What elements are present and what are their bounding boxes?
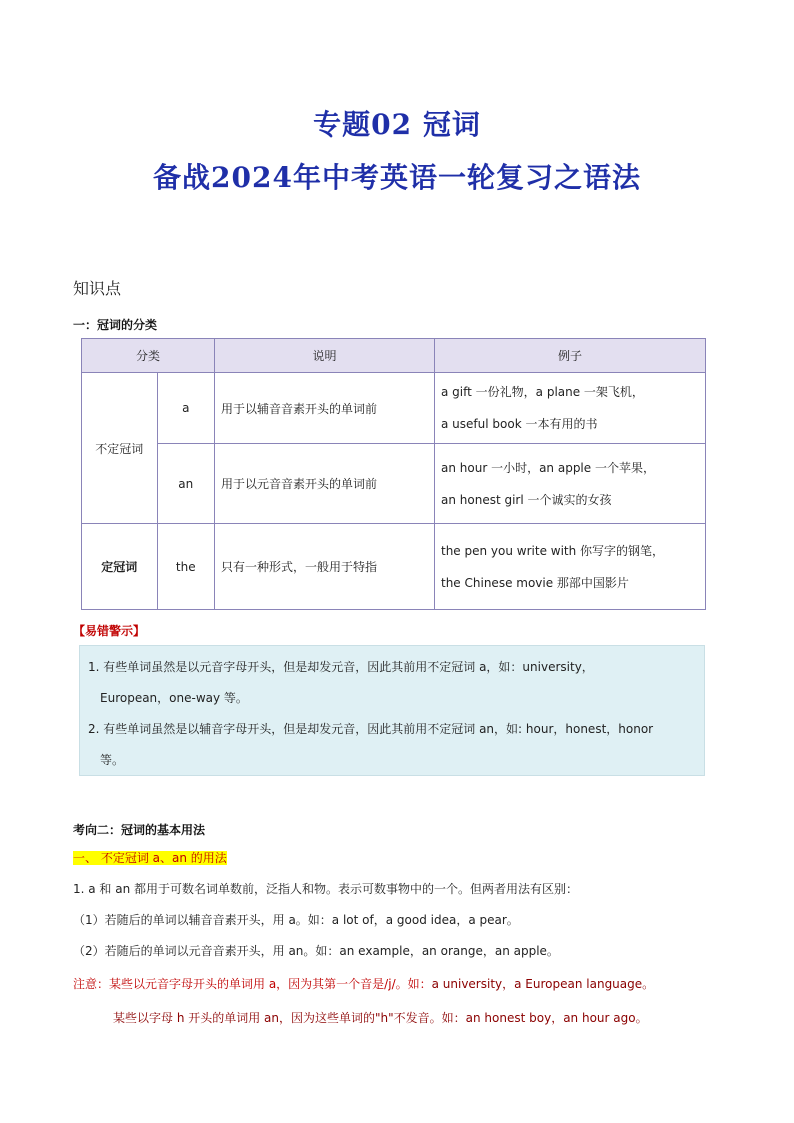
example-line: the pen you write with 你写字的钢笔， — [441, 543, 665, 558]
warning-line: 等。 — [100, 753, 125, 767]
note-label: 注意： — [73, 977, 110, 991]
indefinite-article-label: 不定冠词 — [82, 373, 158, 524]
note-text: 某些以元音字母开头的单词用 a，因为其第一个音是/j/。如： — [109, 977, 432, 991]
body-line: 1. a 和 an 都用于可数名词单数前，泛指人和物。表示可数事物中的一个。但两者用法有区别： — [73, 882, 579, 896]
examples-cell — [435, 524, 706, 610]
sub-heading-prefix: 一、 — [73, 851, 101, 865]
warning-line: 2. 有些单词虽然是以辅音字母开头，但是却发元音，因此其前用不定冠词 an，如: hour，honest，honor — [88, 722, 654, 736]
article-cell: an — [157, 444, 214, 524]
note-line — [113, 1009, 648, 1026]
examples-cell — [435, 444, 706, 524]
document-title: 专题02 冠词 — [313, 108, 481, 141]
sub-heading-text: 不定冠词 a、an 的用法 — [100, 851, 227, 865]
note-line — [73, 975, 654, 992]
document-subtitle: 备战2024年中考英语一轮复习之语法 — [153, 161, 641, 194]
article-classification-table — [81, 338, 706, 610]
table-row — [82, 444, 706, 524]
example-line: a useful book 一本有用的书 — [441, 417, 598, 431]
description-cell: 只有一种形式，一般用于特指 — [215, 524, 435, 610]
description-cell: 用于以辅音音素开头的单词前 — [215, 373, 435, 444]
warning-line: 1. 有些单词虽然是以元音字母开头，但是却发元音，因此其前用不定冠词 a，如：university， — [88, 660, 594, 674]
example-line: an honest girl 一个诚实的女孩 — [441, 492, 612, 507]
example-line: an hour 一小时，an apple 一个苹果， — [441, 460, 655, 475]
article-cell: a — [157, 373, 214, 444]
note-example: a university，a European language。 — [431, 977, 655, 991]
knowledge-heading: 知识点 — [73, 279, 122, 298]
table-header-examples: 例子 — [435, 339, 706, 373]
note-example: an honest boy，an hour ago。 — [465, 1011, 648, 1025]
table-header-row — [82, 339, 706, 373]
definite-article-label: 定冠词 — [82, 524, 158, 610]
example-line: the Chinese movie 那部中国影片 — [441, 575, 629, 590]
warning-line: European，one-way 等。 — [100, 691, 248, 705]
article-cell: the — [157, 524, 214, 610]
example-line: a gift 一份礼物，a plane 一架飞机， — [441, 385, 644, 399]
table-row — [82, 373, 706, 444]
warning-tag: 【易错警示】 — [73, 624, 146, 638]
examples-cell — [435, 373, 706, 444]
description-cell: 用于以元音音素开头的单词前 — [215, 444, 435, 524]
section2-title: 考向二：冠词的基本用法 — [73, 823, 206, 837]
body-line: （2）若随后的单词以元音音素开头，用 an。如：an example，an orange，an apple。 — [73, 944, 559, 958]
table-header-description: 说明 — [215, 339, 435, 373]
section1-title: 一：冠词的分类 — [73, 318, 158, 332]
table-header-category: 分类 — [82, 339, 215, 373]
sub-heading — [73, 849, 227, 866]
table-row — [82, 524, 706, 610]
body-line: （1）若随后的单词以辅音音素开头，用 a。如：a lot of，a good idea，a pear。 — [73, 913, 519, 927]
warning-box — [79, 645, 705, 776]
note-text: 某些以字母 h 开头的单词用 an，因为这些单词的"h"不发音。如： — [113, 1011, 466, 1025]
